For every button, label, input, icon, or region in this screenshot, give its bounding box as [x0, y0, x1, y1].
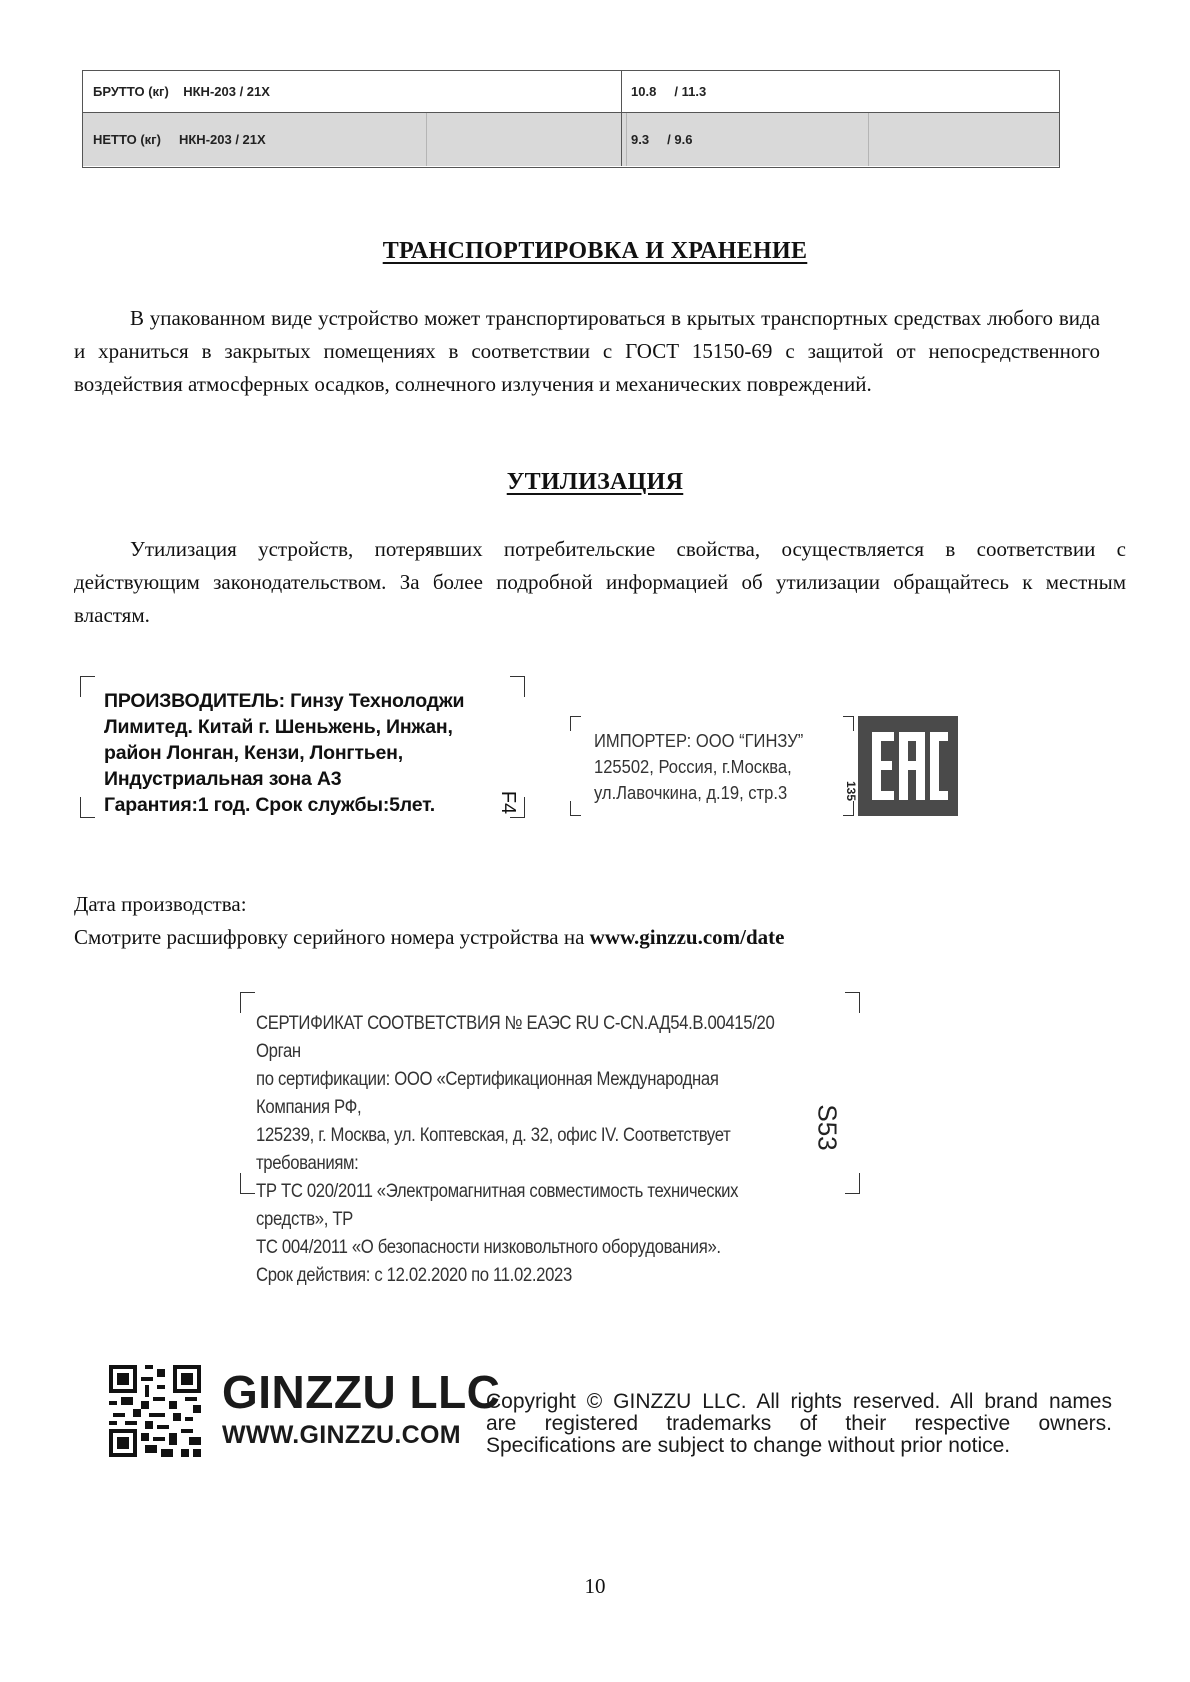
importer-label: [570, 716, 960, 816]
gross-weight-label: БРУТТО (кг) НКН-203 / 21X: [93, 84, 270, 99]
importer-code: 135: [844, 780, 859, 802]
eac-icon: [858, 716, 958, 816]
certificate-text: СЕРТИФИКАТ СООТВЕТСТВИЯ № ЕАЭС RU C-CN.АД54.В.00415/20 Орган по сертификации: ООО «Сертификационная Международная Компания РФ, 125239, г. Москва, ул. Коптевская, д. 32, офис IV. Соответствует требованиям: ТР ТС 020/2011 «Электромагнитная совместимость технических средств», ТР ТС 004/2011 «О безопасности низковольтного оборудования». Срок действия: с 12.02.2020 по 11.02.2023: [256, 1013, 775, 1286]
qr-code-icon: [109, 1365, 201, 1457]
net-weight-value: 9.3 / 9.6: [631, 132, 693, 147]
weight-table: [82, 70, 1060, 168]
importer-text: ИМПОРТЕР: ООО “ГИНЗУ” 125502, Россия, г.Москва, ул.Лавочкина, д.19, стр.3: [594, 731, 804, 803]
manufacturer-code: F4: [496, 790, 519, 815]
manufacturer-label: [80, 676, 525, 818]
certificate-label: [240, 992, 860, 1286]
production-date-label: Дата производства:: [74, 892, 247, 916]
certificate-code: S53: [812, 1104, 843, 1151]
copyright-notice: Copyright © GINZZU LLC. All rights reserved. All brand names are registered trademarks of their respective owners. Specifications are subject to change without prior notice.: [486, 1390, 1112, 1457]
transport-paragraph: В упакованном виде устройство может транспортироваться в крытых транспортных средствах любого вида и храниться в закрытых помещениях в соответствии с ГОСТ 15150-69 с защитой от непосредственного воздействия атмосферных осадков, солнечного излучения и механических повреждений.: [74, 306, 1100, 396]
brand-name: GINZZU LLC: [222, 1366, 501, 1418]
disposal-heading: УТИЛИЗАЦИЯ: [506, 469, 684, 495]
production-date-text: Смотрите расшифровку серийного номера устройства на www.ginzzu.com/date: [74, 925, 785, 949]
eac-mark: [858, 716, 958, 816]
production-date-link: www.ginzzu.com/date: [589, 925, 785, 949]
brand-website: WWW.GINZZU.COM: [222, 1421, 461, 1449]
net-weight-label: НЕТТО (кг) НКН-203 / 21X: [93, 132, 266, 147]
transport-heading: ТРАНСПОРТИРОВКА И ХРАНЕНИЕ: [382, 238, 808, 264]
page-number: 10: [584, 1574, 606, 1598]
table-row: [83, 113, 1059, 166]
gross-weight-value: 10.8 / 11.3: [631, 84, 707, 99]
manufacturer-text: ПРОИЗВОДИТЕЛЬ: Гинзу Технолоджи Лимитед. Китай г. Шеньжень, Инжан, район Лонган, Кензи, Лонгтьен, Индустриальная зона А3 Гарантия:1 год. Срок службы:5лет.: [104, 690, 465, 816]
disposal-paragraph: Утилизация устройств, потерявших потребительские свойства, осуществляется в соответствии с действующим законодательством. За более подробной информацией об утилизации обращайтесь к местным властям.: [74, 537, 1126, 627]
production-date: [74, 888, 784, 954]
table-row: [83, 71, 1059, 113]
